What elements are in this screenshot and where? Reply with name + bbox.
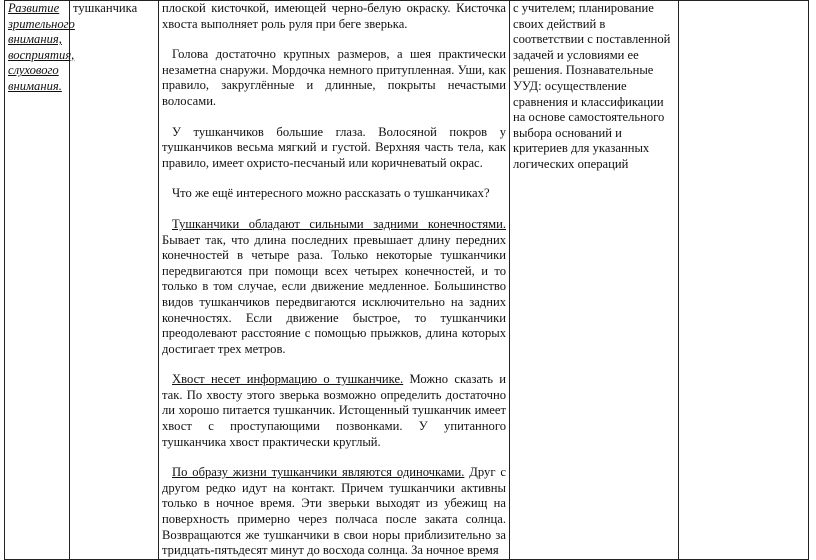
goal-line: восприятия, xyxy=(8,47,75,62)
lesson-table xyxy=(4,0,809,560)
goal-line: внимания. xyxy=(8,78,62,93)
stage-text: тушканчика xyxy=(73,1,138,15)
paragraph-eyes: У тушканчиков большие глаза. Волосяной покров у тушканчиков весьма мягкий и густой. Верхняя часть тела, как правило, имеет охристо-песчаный или коричневатый окрас. xyxy=(162,124,506,170)
goal-line: слухового xyxy=(8,63,59,78)
content-cell xyxy=(159,1,510,560)
tail-text: Можно сказать и так. По хвосту этого зверька возможно определить достаточно ли хорошо питается тушканчик. Истощенный тушканчик имеет хвост с проступающими позвонками. У упитанного тушканчика хвост практически круглый. xyxy=(162,372,507,449)
goal-line: Развитие xyxy=(8,1,60,15)
paragraph-lifestyle xyxy=(162,465,506,559)
uud-cell xyxy=(510,1,679,560)
limbs-heading: Тушканчики обладают сильными задними конечностями. xyxy=(172,216,506,231)
limbs-text: Бывает так, что длина последних превышает длину передних конечностей в четыре раза. Только некоторые тушканчики передвигаются при помощи всех четырех конечностей, и то только в том случае, если движение медленное. Большинство видов тушканчиков передвигаются исключительно на задних конечностях. Если движение быстрое, то тушканчики преодолевают расстояние с помощью прыжков, длина которых достигает трех метров. xyxy=(162,232,506,356)
tail-heading: Хвост несет информацию о тушканчике. xyxy=(172,372,404,387)
paragraph-tail: плоской кисточкой, имеющей черно-белую окраску. Кисточка хвоста выполняет роль руля при беге зверька. xyxy=(162,1,506,31)
uud-text: с учителем; планирование своих действий в соответствии с поставленной задачей и условиями ее решения. Познавательные УУД: осуществление сравнения и классификации на основе самостоятельного выбора оснований и критериев для указанных логических операций xyxy=(513,1,671,171)
table-row xyxy=(5,1,809,560)
paragraph-tail-info xyxy=(162,372,506,450)
notes-cell xyxy=(679,1,809,560)
lifestyle-text: Друг с другом редко идут на контакт. Причем тушканчики активны только в ночное время. Эти зверьки выходят из убежищ на поверхность примерно через полчаса после заката солнца. Возвращаются же тушканчики в свои норы приблизительно за тридцать-пятьдесят минут до восхода солнца. За ночное время xyxy=(162,465,506,558)
paragraph-head: Голова достаточно крупных размеров, а шея практически незаметна снаружи. Мордочка немного притупленная. Уши, как правило, закруглённые и длинные, покрыты нечастыми волосами. xyxy=(162,47,506,108)
goal-cell xyxy=(5,1,75,560)
goal-line: зрительного xyxy=(8,16,75,31)
paragraph-limbs xyxy=(162,217,506,357)
question-text: Что же ещё интересного можно рассказать о тушканчиках? xyxy=(172,186,490,201)
stage-cell xyxy=(70,1,159,560)
lifestyle-heading: По образу жизни тушканчики являются одиночками. xyxy=(172,465,465,480)
goal-line: внимания, xyxy=(8,32,62,47)
